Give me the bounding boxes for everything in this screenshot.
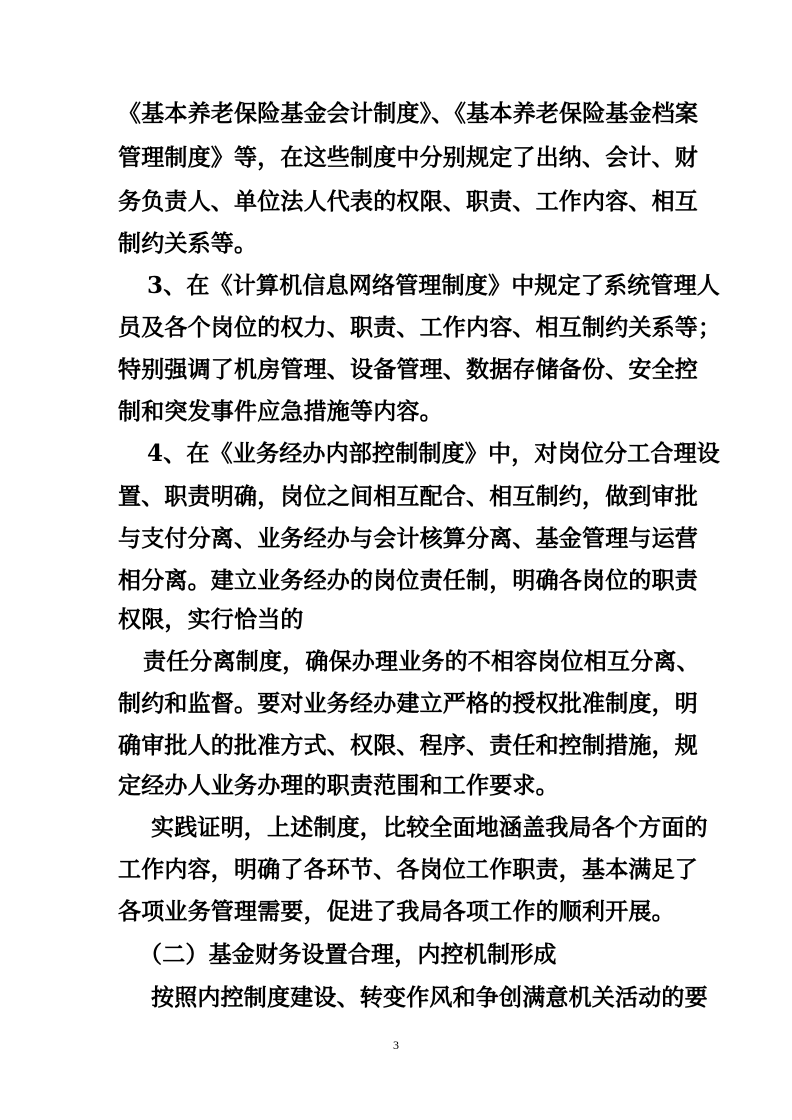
text-line: 制约和监督。要对业务经办建立严格的授权批准制度，明 [118,690,698,717]
text-line: 按照内控制度建设、转变作风和争创满意机关活动的要 [151,984,708,1011]
page-number: 3 [393,1038,399,1052]
text-line: 相分离。建立业务经办的岗位责任制，明确各岗位的职责 [118,567,698,594]
text-line: 与支付分离、业务经办与会计核算分离、基金管理与运营 [118,525,698,552]
text-line: 4、在《业务经办内部控制制度》中，对岗位分工合理设 [147,440,721,467]
text-line: 务负责人、单位法人代表的权限、职责、工作内容、相互 [118,188,698,215]
text-line: 特别强调了机房管理、设备管理、数据存储备份、安全控 [118,356,698,383]
text-line: 制和突发事件应急措施等内容。 [118,398,443,425]
text-line: 员及各个岗位的权力、职责、工作内容、相互制约关系等； [118,314,722,341]
text-line: 确审批人的批准方式、权限、程序、责任和控制措施，规 [118,732,698,759]
text-line: 置、职责明确，岗位之间相互配合、相互制约，做到审批 [118,483,698,510]
text-line: 责任分离制度，确保办理业务的不相容岗位相互分离、 [143,648,700,675]
text-line: 工作内容，明确了各环节、各岗位工作职责，基本满足了 [118,856,698,883]
text-line: 《基本养老保险基金会计制度》、《基本养老保险基金档案 [118,100,699,127]
text-line: 制约关系等。 [118,230,258,257]
text-line: 3、在《计算机信息网络管理制度》中规定了系统管理人 [147,272,721,299]
text-line: 实践证明，上述制度，比较全面地涵盖我局各个方面的 [151,814,708,841]
text-line: 管理制度》等，在这些制度中分别规定了出纳、会计、财 [118,144,698,171]
text-line: 权限，实行恰当的 [118,606,304,633]
text-line: 定经办人业务办理的职责范围和工作要求。 [118,772,559,799]
text-line: 各项业务管理需要，促进了我局各项工作的顺利开展。 [118,898,675,925]
section-heading: （二）基金财务设置合理，内控机制形成 [139,941,557,968]
